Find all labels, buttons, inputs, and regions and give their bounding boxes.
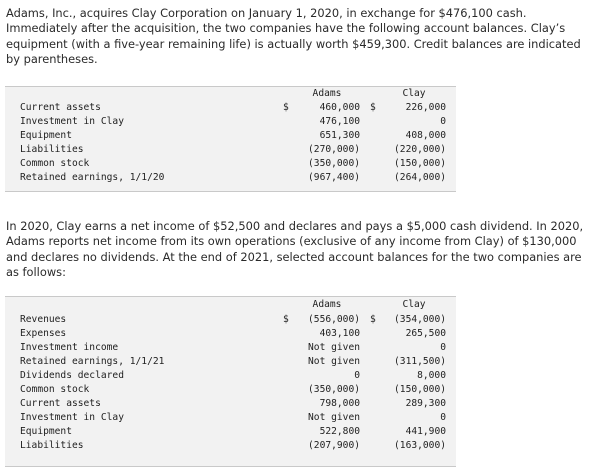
table-row — [5, 439, 456, 453]
table-row — [5, 143, 456, 157]
clay-value: 289,300 — [405, 398, 446, 409]
clay-value: (150,000) — [394, 158, 446, 169]
clay-value: (150,000) — [394, 384, 446, 395]
adams-column-header: Adams — [312, 299, 342, 310]
clay-value: (220,000) — [394, 144, 446, 155]
account-label: Liabilities — [20, 144, 84, 155]
account-label: Common stock — [20, 158, 90, 169]
clay-column-header: Clay — [402, 299, 426, 310]
account-label: Revenues — [20, 314, 67, 325]
clay-value: (311,500) — [394, 356, 446, 367]
table-row — [5, 341, 456, 355]
table-row — [5, 383, 456, 397]
account-label: Equipment — [20, 130, 72, 141]
clay-value: 408,000 — [405, 130, 446, 141]
adams-value: (350,000) — [308, 384, 360, 395]
adams-value: (270,000) — [308, 144, 360, 155]
adams-value: 651,300 — [319, 130, 360, 141]
adams-dollar-sign: $ — [283, 314, 289, 325]
adams-value: (207,900) — [308, 440, 360, 451]
adams-value: (350,000) — [308, 158, 360, 169]
table-row — [5, 115, 456, 129]
clay-dollar-sign: $ — [370, 102, 376, 113]
middle-paragraph: In 2020, Clay earns a net income of $52,500 and declares and pays a $5,000 cash dividend. In 2020, Adams reports net income from its own operations (exclusive of any income from Clay) of $130,000 and declares no dividends. At the end of 2021, selected account balances for the two companies are as follows: — [6, 219, 584, 280]
intro-paragraph: Adams, Inc., acquires Clay Corporation on January 1, 2020, in exchange for $476,100 cash. Immediately after the acquisition, the two companies have the following account balances. Clay’s equipment (with a five-year remaining life) is actually worth $459,300. Credit balances are indicated by parentheses. — [6, 6, 581, 67]
adams-value: 476,100 — [319, 116, 360, 127]
adams-column-header: Adams — [312, 88, 342, 99]
clay-value: 8,000 — [417, 370, 446, 381]
adams-value: Not given — [308, 342, 360, 353]
table-row — [5, 157, 456, 171]
adams-value: 403,100 — [319, 328, 360, 339]
clay-column-header: Clay — [402, 88, 426, 99]
clay-value: 226,000 — [405, 102, 446, 113]
table-row — [5, 355, 456, 369]
adams-value: 460,000 — [319, 102, 360, 113]
clay-value: 0 — [440, 342, 446, 353]
adams-value: Not given — [308, 412, 360, 423]
adams-value: 0 — [354, 370, 360, 381]
table-row — [5, 129, 456, 143]
account-label: Common stock — [20, 384, 90, 395]
table-row — [5, 369, 456, 383]
account-label: Equipment — [20, 426, 72, 437]
table-row — [5, 313, 456, 327]
header-row — [5, 87, 456, 101]
account-label: Expenses — [20, 328, 67, 339]
adams-value: 522,800 — [319, 426, 360, 437]
adams-value: Not given — [308, 356, 360, 367]
adams-value: (556,000) — [308, 314, 360, 325]
account-label: Investment in Clay — [20, 412, 124, 423]
table-row — [5, 397, 456, 411]
account-label: Investment income — [20, 342, 119, 353]
clay-value: (264,000) — [394, 172, 446, 183]
account-label: Investment in Clay — [20, 116, 124, 127]
table-row — [5, 411, 456, 425]
clay-value: 265,500 — [405, 328, 446, 339]
balances-table-2021 — [5, 296, 456, 467]
balances-table-2020 — [5, 86, 456, 192]
table-row — [5, 171, 456, 185]
adams-value: (967,400) — [308, 172, 360, 183]
clay-value: 0 — [440, 116, 446, 127]
clay-value: 441,900 — [405, 426, 446, 437]
table-row — [5, 425, 456, 439]
header-row — [5, 298, 456, 312]
table-row — [5, 327, 456, 341]
clay-value: 0 — [440, 412, 446, 423]
clay-value: (354,000) — [394, 314, 446, 325]
account-label: Liabilities — [20, 440, 84, 451]
table-row — [5, 101, 456, 115]
clay-dollar-sign: $ — [370, 314, 376, 325]
account-label: Retained earnings, 1/1/20 — [20, 172, 165, 183]
account-label: Current assets — [20, 398, 101, 409]
adams-dollar-sign: $ — [283, 102, 289, 113]
account-label: Dividends declared — [20, 370, 124, 381]
account-label: Current assets — [20, 102, 101, 113]
adams-value: 798,000 — [319, 398, 360, 409]
clay-value: (163,000) — [394, 440, 446, 451]
account-label: Retained earnings, 1/1/21 — [20, 356, 165, 367]
